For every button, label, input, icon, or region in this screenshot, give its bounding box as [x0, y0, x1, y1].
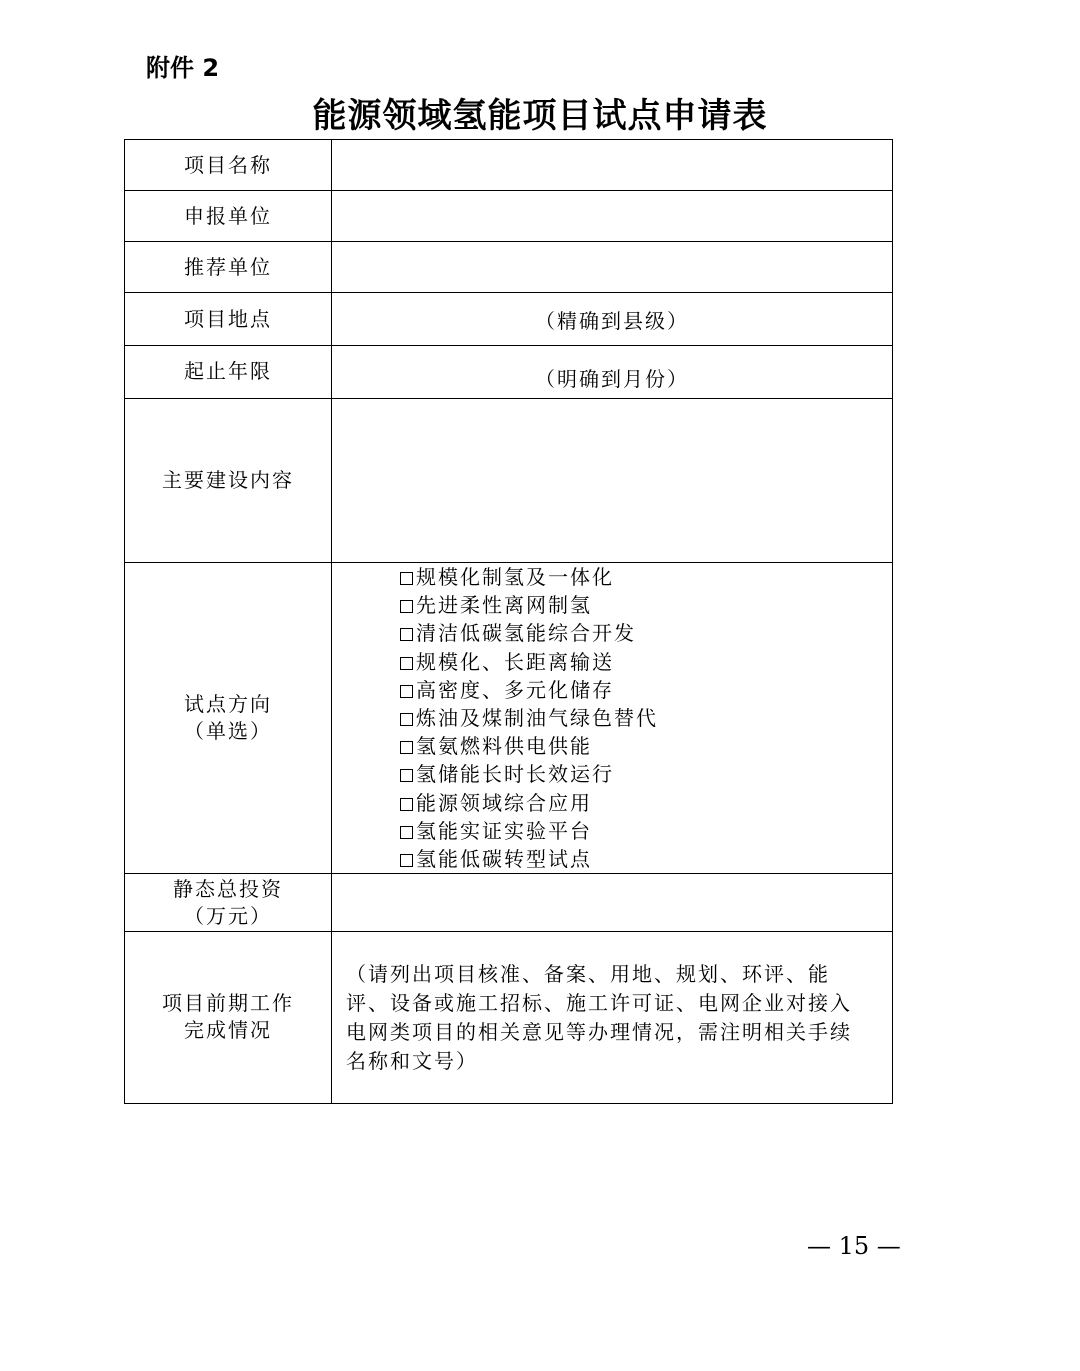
field-investment[interactable]	[332, 874, 893, 932]
field-content[interactable]	[332, 399, 893, 563]
row-content	[125, 399, 893, 563]
row-investment	[125, 874, 893, 932]
field-location-hint[interactable]: （精确到县级）	[332, 293, 893, 346]
field-project-name[interactable]	[332, 140, 893, 191]
row-prework	[125, 932, 893, 1104]
direction-option[interactable]: 规模化制氢及一体化	[400, 563, 892, 591]
label-project-name: 项目名称	[125, 140, 332, 191]
field-applicant[interactable]	[332, 191, 893, 242]
row-direction	[125, 563, 893, 874]
row-project-name	[125, 140, 893, 191]
label-prework	[125, 932, 332, 1104]
page-number: — 15 —	[807, 1232, 901, 1260]
row-period	[125, 346, 893, 399]
checkbox-icon[interactable]	[400, 713, 413, 726]
label-applicant: 申报单位	[125, 191, 332, 242]
label-content: 主要建设内容	[125, 399, 332, 563]
field-recommender[interactable]	[332, 242, 893, 293]
label-direction	[125, 563, 332, 874]
form-title: 能源领域氢能项目试点申请表	[312, 96, 768, 136]
label-location: 项目地点	[125, 293, 332, 346]
direction-option[interactable]: 清洁低碳氢能综合开发	[400, 619, 892, 647]
row-recommender	[125, 242, 893, 293]
checkbox-icon[interactable]	[400, 572, 413, 585]
attachment-label: 附件 2	[146, 54, 220, 82]
label-prework-line2: 完成情况	[184, 1018, 272, 1043]
label-prework-line1: 项目前期工作	[162, 991, 294, 1016]
direction-option[interactable]: 氢氨燃料供电供能	[400, 732, 892, 760]
direction-options	[332, 563, 893, 874]
field-prework-hint[interactable]: （请列出项目核准、备案、用地、规划、环评、能评、设备或施工招标、施工许可证、电网企业对接入电网类项目的相关意见等办理情况，需注明相关手续名称和文号）	[332, 932, 893, 1104]
direction-option[interactable]: 规模化、长距离输送	[400, 648, 892, 676]
label-direction-line2: （单选）	[184, 719, 272, 744]
checkbox-icon[interactable]	[400, 769, 413, 782]
direction-option[interactable]: 氢能实证实验平台	[400, 817, 892, 845]
label-recommender: 推荐单位	[125, 242, 332, 293]
label-investment-line2: （万元）	[184, 903, 272, 928]
row-applicant	[125, 191, 893, 242]
label-direction-line1: 试点方向	[184, 692, 272, 717]
checkbox-icon[interactable]	[400, 826, 413, 839]
checkbox-icon[interactable]	[400, 685, 413, 698]
direction-option[interactable]: 氢能低碳转型试点	[400, 845, 892, 873]
checkbox-icon[interactable]	[400, 854, 413, 867]
direction-option[interactable]: 炼油及煤制油气绿色替代	[400, 704, 892, 732]
direction-option[interactable]: 氢储能长时长效运行	[400, 760, 892, 788]
label-investment	[125, 874, 332, 932]
checkbox-icon[interactable]	[400, 600, 413, 613]
direction-option[interactable]: 能源领域综合应用	[400, 789, 892, 817]
application-form-table	[124, 139, 893, 1104]
checkbox-icon[interactable]	[400, 628, 413, 641]
direction-option[interactable]: 先进柔性离网制氢	[400, 591, 892, 619]
checkbox-icon[interactable]	[400, 657, 413, 670]
direction-checklist	[332, 563, 892, 873]
row-location	[125, 293, 893, 346]
label-investment-line1: 静态总投资	[173, 876, 283, 901]
label-period: 起止年限	[125, 346, 332, 399]
checkbox-icon[interactable]	[400, 798, 413, 811]
checkbox-icon[interactable]	[400, 741, 413, 754]
field-period-hint[interactable]: （明确到月份）	[332, 346, 893, 399]
direction-option[interactable]: 高密度、多元化储存	[400, 676, 892, 704]
